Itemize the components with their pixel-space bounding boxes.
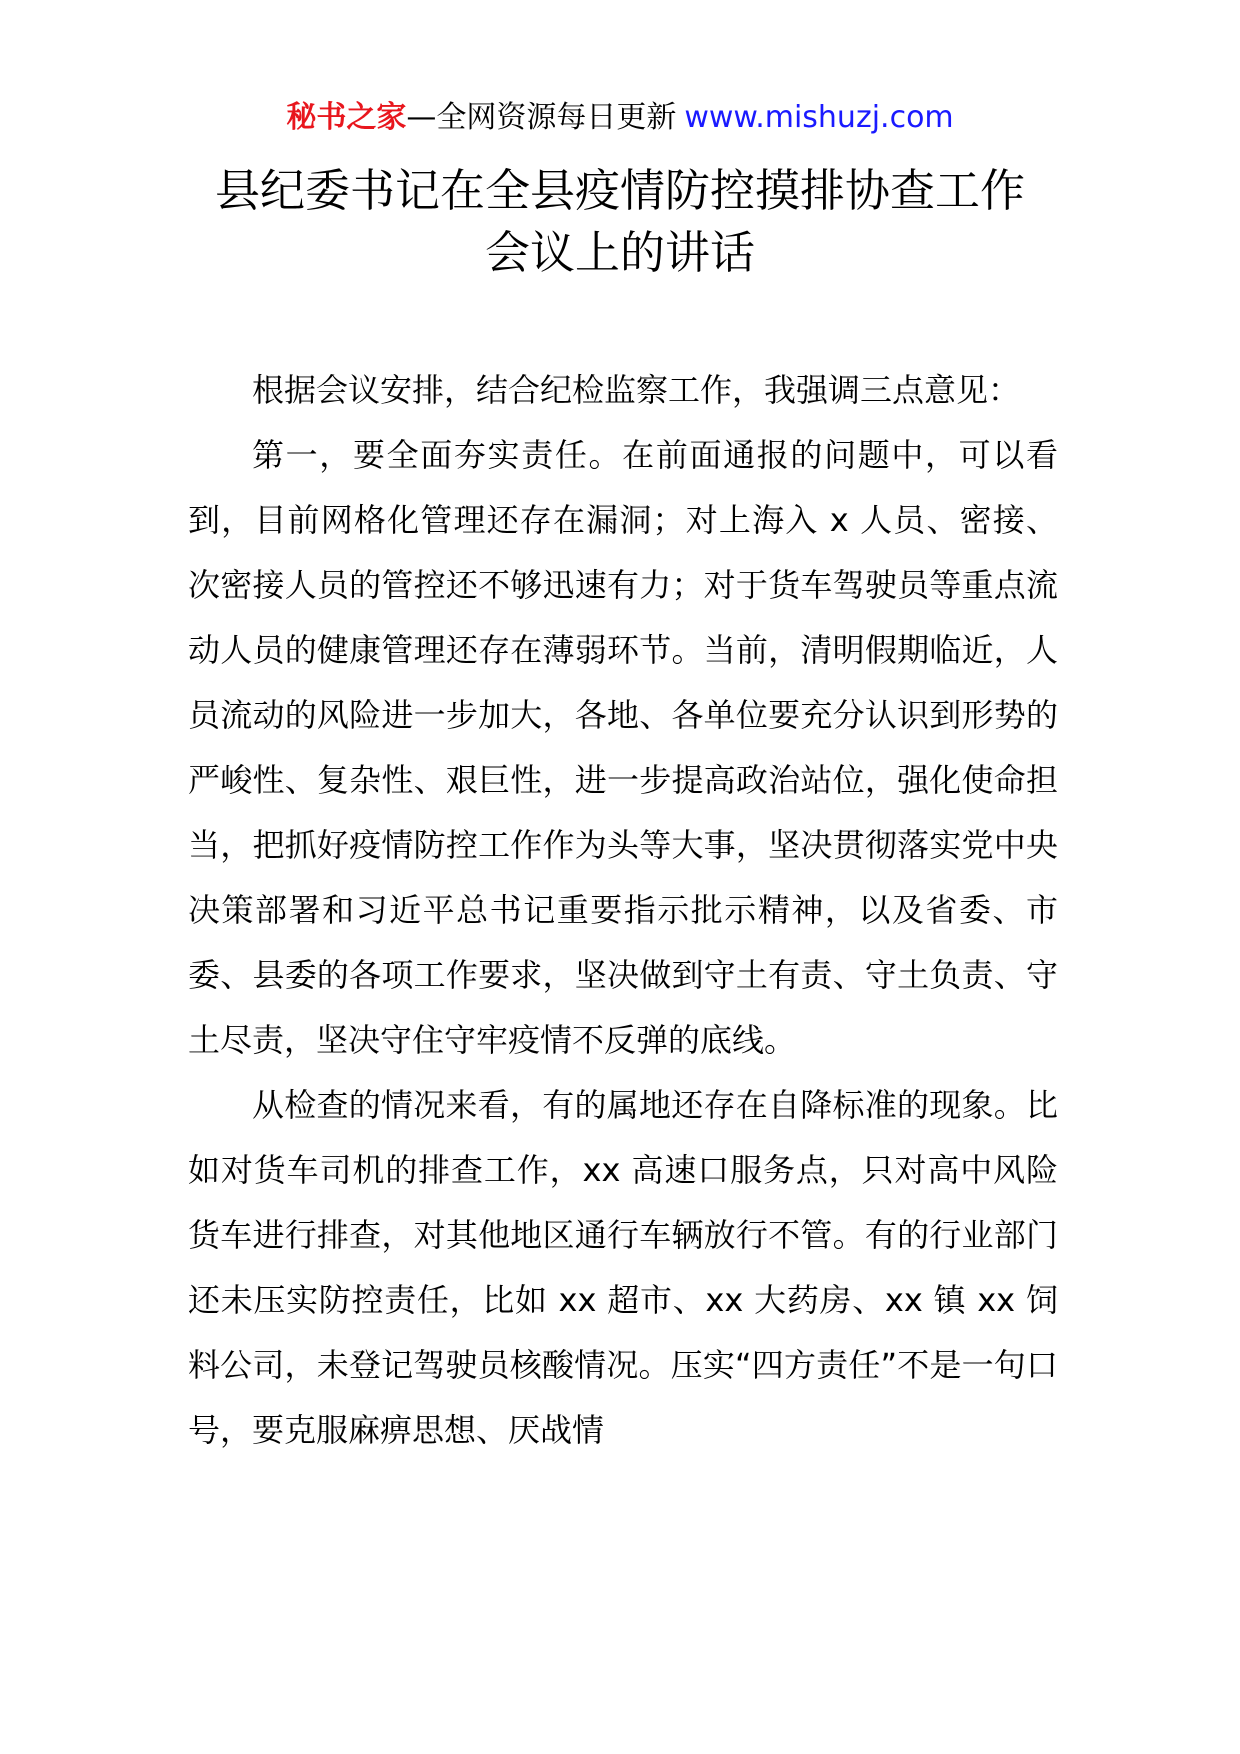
title-line-1: 县纪委书记在全县疫情防控摸排协查工作 [214, 164, 1025, 217]
brand-name: 秘书之家 [286, 100, 407, 135]
document-body [188, 358, 1058, 1463]
paragraph-first-point: 第一，要全面夯实责任。在前面通报的问题中，可以看到，目前网格化管理还存在漏洞；对上海入 x 人员、密接、次密接人员的管控还不够迅速有力；对于货车驾驶员等重点流动人员的健康管理还存在薄弱环节。当前，清明假期临近，人员流动的风险进一步加大，各地、各单位要充分认识到形势的严峻性、复杂性、艰巨性，进一步提高政治站位，强化使命担当，把抓好疫情防控工作作为头等大事，坚决贯彻落实党中央决策部署和习近平总书记重要指示批示精神，以及省委、市委、县委的各项工作要求，坚决做到守土有责、守土负责、守土尽责，坚决守住守牢疫情不反弹的底线。 [188, 436, 1058, 1059]
header-tagline: —全网资源每日更新 [406, 100, 677, 135]
paragraph-intro: 根据会议安排，结合纪检监察工作，我强调三点意见： [252, 371, 1021, 409]
site-header [0, 98, 1240, 138]
document-title [140, 160, 1100, 284]
title-line-2: 会议上的讲话 [484, 226, 755, 279]
paragraph-inspection: 从检查的情况来看，有的属地还存在自降标准的现象。比如对货车司机的排查工作，xx 高速口服务点，只对高中风险货车进行排查，对其他地区通行车辆放行不管。有的行业部门还未压实防控责任，比如 xx 超市、xx 大药房、xx 镇 xx 饲料公司，未登记驾驶员核酸情况。压实“四方责任”不是一句口号，要克服麻痹思想、厌战情 [188, 1086, 1058, 1449]
site-url-link[interactable]: www.mishuzj.com [684, 100, 954, 135]
